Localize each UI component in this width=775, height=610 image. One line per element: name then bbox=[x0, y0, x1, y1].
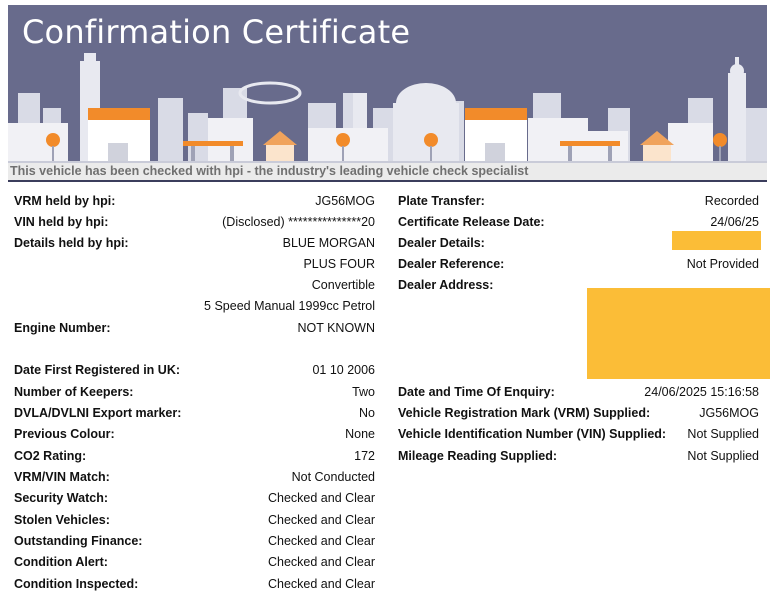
field-details-model bbox=[14, 254, 375, 274]
field-value: Checked and Clear bbox=[267, 577, 375, 591]
field-value: No bbox=[359, 406, 375, 420]
field-value: None bbox=[345, 427, 375, 441]
redaction-dealer-address bbox=[587, 288, 770, 379]
field-label: Previous Colour: bbox=[14, 427, 115, 441]
field-value: Checked and Clear bbox=[267, 513, 375, 527]
field-engine-number bbox=[14, 318, 375, 338]
field-label: Number of Keepers: bbox=[14, 385, 134, 399]
field-value: Not Conducted bbox=[291, 470, 375, 484]
field-label: Dealer Reference: bbox=[398, 257, 505, 271]
field-value: Checked and Clear bbox=[267, 534, 375, 548]
field-certificate-release-date bbox=[398, 212, 759, 232]
field-value: Checked and Clear bbox=[267, 491, 375, 505]
field-dealer-reference bbox=[398, 254, 759, 274]
field-label: Dealer Details: bbox=[398, 236, 485, 250]
field-label: Mileage Reading Supplied: bbox=[398, 449, 558, 463]
field-mileage-supplied bbox=[398, 446, 759, 466]
divider bbox=[8, 180, 767, 182]
field-label: Stolen Vehicles: bbox=[14, 513, 110, 527]
field-vrm-vin-match bbox=[14, 467, 375, 487]
field-value: Convertible bbox=[311, 278, 375, 292]
field-value: 24/06/25 bbox=[710, 215, 759, 229]
field-label: Plate Transfer: bbox=[398, 194, 485, 208]
tagline: This vehicle has been checked with hpi - the industry's leading vehicle check specialist bbox=[8, 163, 767, 180]
field-label: CO2 Rating: bbox=[14, 449, 87, 463]
field-outstanding-finance bbox=[14, 531, 375, 551]
field-value: 5 Speed Manual 1999cc Petrol bbox=[204, 299, 375, 313]
field-label: Vehicle Identification Number (VIN) Supplied: bbox=[398, 427, 667, 441]
field-value: Checked and Clear bbox=[267, 555, 375, 569]
field-label: Condition Inspected: bbox=[14, 577, 139, 591]
field-value: BLUE MORGAN bbox=[282, 236, 375, 250]
field-value: PLUS FOUR bbox=[303, 257, 375, 271]
field-plate-transfer bbox=[398, 191, 759, 211]
field-value: JG56MOG bbox=[315, 194, 375, 208]
field-label: Certificate Release Date: bbox=[398, 215, 545, 229]
field-details-held bbox=[14, 233, 375, 253]
field-value: 24/06/2025 15:16:58 bbox=[644, 385, 759, 399]
field-stolen-vehicles bbox=[14, 510, 375, 530]
redaction-dealer-details bbox=[672, 231, 761, 250]
header-banner bbox=[8, 5, 767, 163]
field-value: Not Supplied bbox=[687, 427, 759, 441]
field-security-watch bbox=[14, 488, 375, 508]
field-label: Dealer Address: bbox=[398, 278, 494, 292]
field-value: JG56MOG bbox=[699, 406, 759, 420]
field-label: VRM/VIN Match: bbox=[14, 470, 110, 484]
field-vin-held bbox=[14, 212, 375, 232]
field-label: VIN held by hpi: bbox=[14, 215, 109, 229]
field-label: Vehicle Registration Mark (VRM) Supplied: bbox=[398, 406, 651, 420]
field-label: VRM held by hpi: bbox=[14, 194, 116, 208]
city-skyline-illustration bbox=[8, 53, 767, 163]
field-vin-supplied bbox=[398, 424, 759, 444]
field-label: Details held by hpi: bbox=[14, 236, 129, 250]
field-date-first-registered bbox=[14, 360, 375, 380]
field-co2-rating bbox=[14, 446, 375, 466]
field-number-of-keepers bbox=[14, 382, 375, 402]
field-label: Security Watch: bbox=[14, 491, 109, 505]
field-previous-colour bbox=[14, 424, 375, 444]
field-condition-inspected bbox=[14, 574, 375, 594]
field-value: Recorded bbox=[704, 194, 759, 208]
field-vrm-supplied bbox=[398, 403, 759, 423]
field-details-body bbox=[14, 275, 375, 295]
field-value: NOT KNOWN bbox=[297, 321, 375, 335]
field-label: Condition Alert: bbox=[14, 555, 108, 569]
page-title: Confirmation Certificate bbox=[22, 13, 411, 51]
field-label: DVLA/DVLNI Export marker: bbox=[14, 406, 182, 420]
field-label: Engine Number: bbox=[14, 321, 111, 335]
field-condition-alert bbox=[14, 552, 375, 572]
field-value: Two bbox=[352, 385, 375, 399]
field-label: Date First Registered in UK: bbox=[14, 363, 181, 377]
field-export-marker bbox=[14, 403, 375, 423]
field-label: Date and Time Of Enquiry: bbox=[398, 385, 555, 399]
field-value: Not Provided bbox=[686, 257, 759, 271]
field-label: Outstanding Finance: bbox=[14, 534, 143, 548]
field-value: 01 10 2006 bbox=[312, 363, 375, 377]
field-value: 172 bbox=[354, 449, 375, 463]
field-details-engine bbox=[14, 296, 375, 316]
field-vrm-held bbox=[14, 191, 375, 211]
field-value: Not Supplied bbox=[687, 449, 759, 463]
field-value: (Disclosed) ***************20 bbox=[222, 215, 375, 229]
field-enquiry-datetime bbox=[398, 382, 759, 402]
